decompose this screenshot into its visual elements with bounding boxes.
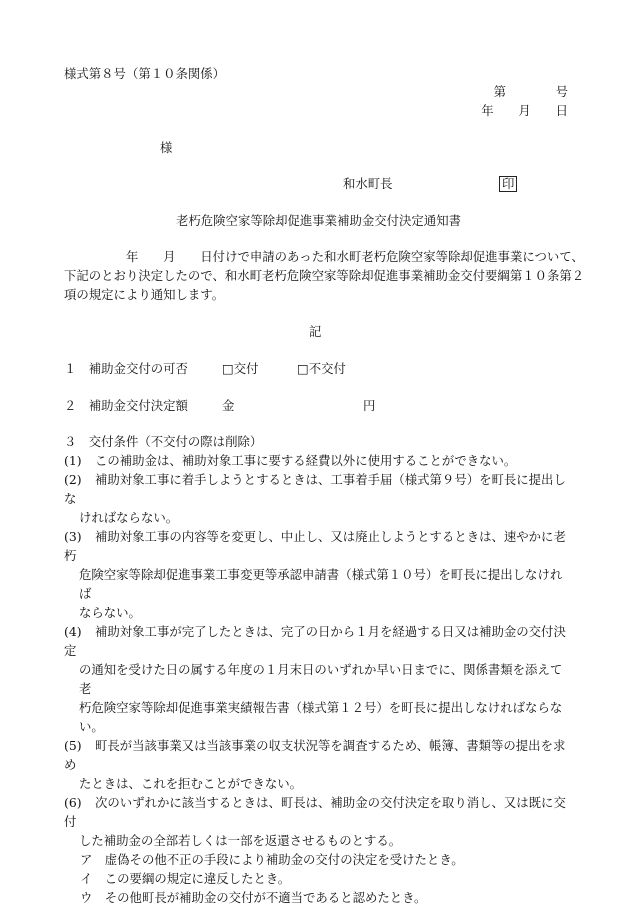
condition-number: (5) [64,738,82,753]
condition-text: 次のいずれかに該当するときは、町長は、補助金の交付決定を取り消し、又は既に交付 [64,795,566,829]
amount-yen: 円 [363,398,376,413]
sub-item-a: ア 虚偽その他不正の手段により補助金の交付の決定を受けたとき。 [80,852,464,867]
item2-label: ２ 補助金交付決定額 [64,398,188,413]
intro-line-3: 項の規定により通知します。 [64,287,225,302]
option-fukofu: □不交付 [297,361,346,376]
condition-number: (1) [64,453,82,468]
document-title: 老朽危険空家等除却促進事業補助金交付決定通知書 [176,213,461,228]
condition-item [64,793,571,850]
condition-number: (2) [64,472,82,487]
issuer-name: 和水町長 [343,176,393,191]
condition-item [64,736,571,793]
condition-item [64,527,571,622]
condition-text-cont: ければならない。 [79,510,179,525]
document-number: 第 号 [493,84,568,99]
conditions-list [64,451,571,907]
seal-mark: 印 [499,176,517,192]
condition-text-cont: した補助金の全部若しくは一部を返還させるものとする。 [79,833,402,848]
form-id: 様式第８号（第１０条関係） [64,66,226,81]
condition-text: この補助金は、補助対象工事に要する経費以外に使用することができない。 [95,453,517,468]
condition-number: (6) [64,795,82,810]
condition-number: (3) [64,529,82,544]
condition-text-cont: 朽危険空家等除却促進事業実績報告書（様式第１２号）を町長に提出しなければならない。 [79,700,563,734]
intro-line-1: 年 月 日付けで申請のあった和水町老朽危険空家等除却促進事業について、 [64,249,584,264]
condition-item [64,622,571,736]
sub-item-i: イ この要綱の規定に違反したとき。 [80,871,291,886]
condition-text: 町長が当該事業又は当該事業の収支状況等を調査するため、帳簿、書類等の提出を求め [64,738,566,772]
condition-text-cont: 危険空家等除却促進事業工事変更等承認申請書（様式第１０号）を町長に提出しなければ [79,567,563,601]
condition-number: (4) [64,624,82,639]
condition-text-cont: ならない。 [79,605,141,620]
condition-item [64,451,571,470]
sub-item-u: ウ その他町長が補助金の交付が不適当であると認めたとき。 [80,890,427,905]
item3-heading: ３ 交付条件（不交付の際は削除） [64,434,263,449]
amount-kin: 金 [222,398,235,413]
issue-date: 年 月 日 [481,103,568,118]
ki-heading: 記 [309,324,322,339]
condition-text-cont: たときは、これを拒むことができない。 [79,776,303,791]
condition-text: 補助対象工事に着手しようとするときは、工事着手届（様式第９号）を町長に提出しな [64,472,566,506]
condition-text-cont: の通知を受けた日の属する年度の１月末日のいずれか早い日までに、関係書類を添えて老 [79,662,563,696]
recipient-suffix: 様 [160,140,173,155]
condition-text: 補助対象工事の内容等を変更し、中止し、又は廃止しようとするときは、速やかに老朽 [64,529,566,563]
item1-label: １ 補助金交付の可否 [64,361,188,376]
option-kofu: □交付 [222,361,259,376]
condition-item [64,470,571,527]
condition-text: 補助対象工事が完了したときは、完了の日から１月を経過する日又は補助金の交付決定 [64,624,566,658]
intro-line-2: 下記のとおり決定したので、和水町老朽危険空家等除却促進事業補助金交付要綱第１０条第２ [64,268,585,283]
